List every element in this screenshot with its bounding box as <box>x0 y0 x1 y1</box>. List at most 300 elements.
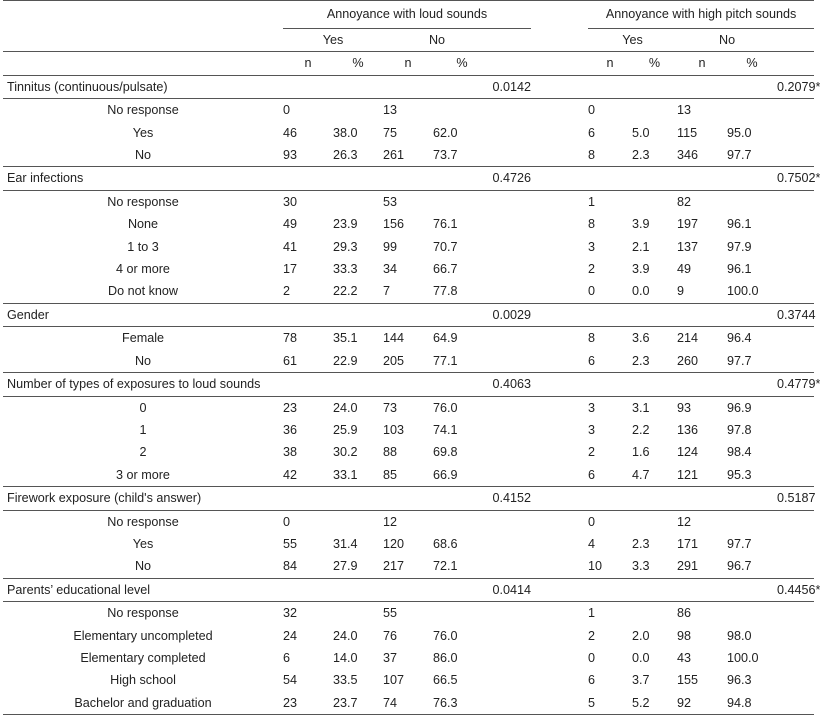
table-cell <box>283 578 491 601</box>
loud-no-n: 88 <box>383 445 398 460</box>
group-header-loud: Annoyance with loud sounds <box>283 1 531 29</box>
pct-header: % <box>632 52 677 75</box>
section-header-row <box>3 75 814 98</box>
table-row <box>3 669 814 691</box>
table-cell <box>531 533 588 555</box>
table-cell <box>491 647 531 669</box>
section-label: Tinnitus (continuous/pulsate) <box>3 75 283 98</box>
table-header <box>3 1 814 76</box>
table-cell <box>283 487 491 510</box>
table-cell <box>531 441 588 463</box>
loud-yes-pct: 33.5 <box>333 673 358 688</box>
high-no-n: 49 <box>677 262 692 277</box>
loud-no-pct: 77.1 <box>433 350 491 373</box>
row-category: Elementary completed <box>80 650 206 665</box>
high-yes-n: 0 <box>588 650 596 665</box>
high-yes-n: 4 <box>588 536 596 551</box>
table-row <box>3 280 814 303</box>
table-row <box>3 236 814 258</box>
high-no-n: 214 <box>677 331 699 346</box>
section-label: Gender <box>3 303 283 326</box>
loud-yes-pct: 29.3 <box>333 239 358 254</box>
high-yes-n: 6 <box>588 673 596 688</box>
table-cell <box>531 419 588 441</box>
row-category: Do not know <box>3 280 283 303</box>
table-row <box>3 464 814 487</box>
high-yes-n: 5 <box>588 692 632 715</box>
table-cell <box>491 280 531 303</box>
loud-no-pct: 66.7 <box>433 262 458 277</box>
loud-no-n: 120 <box>383 536 405 551</box>
high-yes-n: 2 <box>588 262 596 277</box>
high-yes-pct: 3.9 <box>632 262 650 277</box>
table-cell <box>531 350 588 373</box>
table-row <box>3 692 814 715</box>
high-no-n: 155 <box>677 673 699 688</box>
high-no-pct: 98.4 <box>727 445 752 460</box>
high-no-n: 13 <box>677 103 692 118</box>
table-row <box>3 350 814 373</box>
table-cell <box>283 75 491 98</box>
table-cell <box>777 533 814 555</box>
row-category: Elementary uncompleted <box>73 628 213 643</box>
data-table <box>3 0 820 715</box>
section-label: Number of types of exposures to loud sounds <box>3 373 283 396</box>
row-category: 4 or more <box>116 262 170 277</box>
high-yes-n: 3 <box>588 422 596 437</box>
yes-header-high: Yes <box>588 29 677 52</box>
table-cell <box>283 167 491 190</box>
high-no-pct: 97.9 <box>727 239 752 254</box>
table-cell <box>531 213 588 235</box>
high-yes-pct: 4.7 <box>632 464 677 487</box>
high-no-pct: 98.0 <box>727 628 752 643</box>
loud-yes-pct: 26.3 <box>333 144 383 167</box>
table-cell <box>531 167 777 190</box>
loud-yes-n: 17 <box>283 262 298 277</box>
loud-yes-pct: 23.9 <box>333 217 358 232</box>
high-no-pct: 96.3 <box>727 673 752 688</box>
loud-no-n: 99 <box>383 239 398 254</box>
p-value-loud: 0.4063 <box>491 373 531 396</box>
loud-yes-n: 61 <box>283 350 333 373</box>
table-row <box>3 213 814 235</box>
p-value-high: 0.3744 <box>777 303 814 326</box>
table-cell <box>531 396 588 419</box>
table-row <box>3 327 814 350</box>
high-no-pct: 96.7 <box>727 555 777 578</box>
high-no-n: 124 <box>677 445 699 460</box>
table-cell <box>531 190 588 213</box>
high-no-n: 82 <box>677 194 692 209</box>
loud-yes-pct: 24.0 <box>333 400 358 415</box>
table-cell <box>777 396 814 419</box>
loud-yes-n: 30 <box>283 194 298 209</box>
high-yes-n: 3 <box>588 400 596 415</box>
n-header: n <box>677 52 727 75</box>
loud-yes-pct: 31.4 <box>333 536 358 551</box>
table-cell <box>491 625 531 647</box>
high-no-n: 92 <box>677 692 727 715</box>
table-cell <box>491 464 531 487</box>
loud-yes-pct: 38.0 <box>333 125 358 140</box>
high-no-pct: 95.3 <box>727 464 777 487</box>
table-cell <box>531 555 588 578</box>
row-category: 2 <box>139 445 147 460</box>
loud-no-n: 74 <box>383 692 433 715</box>
table-cell <box>491 258 531 280</box>
n-header: n <box>283 52 333 75</box>
loud-yes-pct: 14.0 <box>333 650 358 665</box>
pct-header: % <box>333 52 383 75</box>
high-yes-pct: 2.3 <box>632 350 677 373</box>
loud-yes-n: 32 <box>283 606 298 621</box>
loud-yes-n: 2 <box>283 280 333 303</box>
table-cell <box>531 373 777 396</box>
loud-no-pct: 74.1 <box>433 422 458 437</box>
loud-yes-n: 93 <box>283 144 333 167</box>
loud-no-n: 144 <box>383 331 405 346</box>
table-cell <box>491 122 531 144</box>
loud-yes-pct: 24.0 <box>333 628 358 643</box>
row-category: No response <box>107 514 179 529</box>
high-yes-pct: 2.2 <box>632 422 650 437</box>
no-header-high: No <box>677 29 777 52</box>
high-no-pct: 95.0 <box>727 125 752 140</box>
high-yes-n: 0 <box>588 280 632 303</box>
table-cell <box>531 303 777 326</box>
loud-no-n: 75 <box>383 125 398 140</box>
table-cell <box>531 487 777 510</box>
p-value-high: 0.2079* <box>777 75 814 98</box>
table-cell <box>531 464 588 487</box>
high-yes-pct <box>632 602 677 625</box>
loud-no-n: 12 <box>383 514 398 529</box>
loud-yes-pct: 23.7 <box>333 692 383 715</box>
table-cell <box>491 419 531 441</box>
high-yes-pct: 3.6 <box>632 331 650 346</box>
table-row <box>3 99 814 122</box>
high-no-n: 86 <box>677 606 692 621</box>
high-yes-pct: 0.0 <box>632 650 650 665</box>
loud-yes-pct <box>333 190 383 213</box>
table-cell <box>777 555 814 578</box>
table-cell <box>531 258 588 280</box>
high-yes-n: 0 <box>588 103 596 118</box>
high-yes-pct: 2.3 <box>632 536 650 551</box>
table-row <box>3 190 814 213</box>
high-yes-pct <box>632 510 677 533</box>
loud-no-n: 55 <box>383 606 398 621</box>
high-yes-pct: 3.1 <box>632 400 650 415</box>
table-cell <box>491 144 531 167</box>
high-yes-pct: 5.2 <box>632 692 677 715</box>
loud-yes-pct <box>333 99 383 122</box>
row-category: Bachelor and graduation <box>3 692 283 715</box>
loud-yes-n: 46 <box>283 125 298 140</box>
high-no-pct: 100.0 <box>727 650 759 665</box>
table-cell <box>777 692 814 715</box>
high-no-pct: 97.7 <box>727 536 752 551</box>
p-value-high: 0.4456* <box>777 578 814 601</box>
row-category: Yes <box>132 125 154 140</box>
table-cell <box>531 280 588 303</box>
table-cell <box>491 692 531 715</box>
row-category: 1 <box>139 422 147 437</box>
p-value-loud: 0.4726 <box>491 167 531 190</box>
high-yes-pct <box>632 99 677 122</box>
high-no-pct: 100.0 <box>727 280 777 303</box>
high-yes-pct: 3.9 <box>632 217 650 232</box>
high-no-n: 137 <box>677 239 699 254</box>
row-category: No response <box>107 103 179 118</box>
row-category: Yes <box>132 536 154 551</box>
table-body <box>3 75 820 714</box>
loud-no-n: 13 <box>383 103 398 118</box>
table-row <box>3 625 814 647</box>
high-no-n: 121 <box>677 464 727 487</box>
row-category: No response <box>107 606 179 621</box>
table-cell <box>531 99 588 122</box>
high-yes-n: 2 <box>588 628 596 643</box>
loud-no-n: 107 <box>383 673 405 688</box>
high-no-pct: 96.1 <box>727 262 752 277</box>
section-header-row <box>3 487 814 510</box>
table-cell <box>531 144 588 167</box>
loud-no-n: 7 <box>383 280 433 303</box>
table-cell <box>491 669 531 691</box>
loud-no-n: 205 <box>383 350 433 373</box>
loud-yes-pct: 33.3 <box>333 262 358 277</box>
section-header-row <box>3 303 814 326</box>
table-cell <box>491 396 531 419</box>
loud-no-pct <box>433 602 491 625</box>
section-header-row <box>3 373 814 396</box>
high-no-n: 43 <box>677 650 692 665</box>
table-cell <box>283 303 491 326</box>
high-yes-n: 6 <box>588 125 596 140</box>
high-yes-n: 10 <box>588 555 632 578</box>
high-no-n: 115 <box>677 125 698 140</box>
high-no-n: 291 <box>677 555 727 578</box>
high-yes-n: 8 <box>588 144 632 167</box>
p-value-loud: 0.0414 <box>491 578 531 601</box>
section-label: Firework exposure (child's answer) <box>3 487 283 510</box>
loud-no-pct <box>433 510 491 533</box>
high-yes-pct: 0.0 <box>632 280 677 303</box>
no-header-loud: No <box>383 29 491 52</box>
table-cell <box>283 373 491 396</box>
table-row <box>3 602 814 625</box>
table-cell <box>777 602 814 625</box>
row-category: No <box>3 144 283 167</box>
loud-no-pct: 77.8 <box>433 280 491 303</box>
high-yes-pct: 3.3 <box>632 555 677 578</box>
table-row <box>3 419 814 441</box>
loud-no-n: 103 <box>383 422 405 437</box>
high-no-pct: 96.9 <box>727 400 752 415</box>
high-yes-n: 1 <box>588 606 596 621</box>
loud-no-pct: 69.8 <box>433 445 458 460</box>
table-cell <box>777 258 814 280</box>
loud-yes-n: 36 <box>283 422 298 437</box>
loud-no-n: 85 <box>383 464 433 487</box>
loud-yes-pct: 30.2 <box>333 445 358 460</box>
row-category: Female <box>122 331 164 346</box>
loud-yes-n: 42 <box>283 464 333 487</box>
row-category: 3 or more <box>3 464 283 487</box>
loud-no-pct: 64.9 <box>433 331 458 346</box>
table-cell <box>491 327 531 350</box>
loud-no-pct: 62.0 <box>433 125 458 140</box>
row-category: No <box>3 555 283 578</box>
loud-yes-n: 78 <box>283 331 298 346</box>
section-header-row <box>3 167 814 190</box>
loud-no-pct <box>433 190 491 213</box>
table-cell <box>531 122 588 144</box>
high-yes-n: 8 <box>588 331 596 346</box>
high-no-n: 98 <box>677 628 692 643</box>
table-cell <box>491 99 531 122</box>
pct-header: % <box>727 52 777 75</box>
high-no-pct <box>727 602 777 625</box>
p-value-loud: 0.0142 <box>491 75 531 98</box>
high-yes-pct: 5.0 <box>632 125 650 140</box>
high-yes-n: 0 <box>588 514 596 529</box>
p-value-loud: 0.0029 <box>491 303 531 326</box>
loud-no-pct: 76.3 <box>433 692 491 715</box>
high-no-n: 136 <box>677 422 699 437</box>
loud-yes-n: 0 <box>283 103 291 118</box>
high-no-n: 12 <box>677 514 692 529</box>
loud-no-n: 217 <box>383 555 433 578</box>
table-row <box>3 441 814 463</box>
table-cell <box>531 236 588 258</box>
row-category: 0 <box>139 400 147 415</box>
table-cell <box>777 350 814 373</box>
loud-no-n: 261 <box>383 144 433 167</box>
loud-yes-pct: 33.1 <box>333 464 383 487</box>
loud-no-n: 76 <box>383 628 398 643</box>
loud-no-pct: 66.5 <box>433 673 458 688</box>
loud-yes-pct <box>333 602 383 625</box>
table-row <box>3 533 814 555</box>
table-cell <box>491 602 531 625</box>
table-row <box>3 647 814 669</box>
loud-yes-n: 23 <box>283 692 333 715</box>
table-row <box>3 396 814 419</box>
high-no-pct <box>727 510 777 533</box>
row-category: None <box>127 217 159 232</box>
table-cell <box>777 441 814 463</box>
high-no-pct <box>727 99 777 122</box>
loud-no-pct: 76.0 <box>433 628 458 643</box>
table-cell <box>777 144 814 167</box>
table-cell <box>531 75 777 98</box>
high-yes-pct: 2.3 <box>632 144 677 167</box>
high-no-pct: 96.1 <box>727 217 752 232</box>
high-yes-pct: 1.6 <box>632 445 650 460</box>
loud-no-pct <box>433 99 491 122</box>
high-yes-pct: 2.1 <box>632 239 650 254</box>
loud-yes-pct: 22.2 <box>333 280 383 303</box>
table-cell <box>531 510 588 533</box>
loud-yes-pct <box>333 510 383 533</box>
loud-yes-pct: 35.1 <box>333 331 358 346</box>
group-header-high: Annoyance with high pitch sounds <box>588 1 814 29</box>
table-cell <box>491 555 531 578</box>
high-no-pct: 97.8 <box>727 422 752 437</box>
table-cell <box>777 236 814 258</box>
loud-yes-n: 55 <box>283 536 298 551</box>
high-no-pct <box>727 190 777 213</box>
row-category: No <box>3 350 283 373</box>
table-row <box>3 144 814 167</box>
table-cell <box>777 510 814 533</box>
table-cell <box>777 669 814 691</box>
loud-no-n: 37 <box>383 650 398 665</box>
loud-yes-n: 23 <box>283 400 298 415</box>
high-yes-n: 1 <box>588 194 596 209</box>
row-category: No response <box>107 194 179 209</box>
loud-no-n: 34 <box>383 262 398 277</box>
high-no-n: 9 <box>677 280 727 303</box>
table-row <box>3 258 814 280</box>
p-value-high: 0.4779* <box>777 373 814 396</box>
table-cell <box>531 669 588 691</box>
table-cell <box>777 99 814 122</box>
high-no-n: 171 <box>677 536 699 551</box>
table-cell <box>491 190 531 213</box>
table-cell <box>777 625 814 647</box>
table-cell <box>491 213 531 235</box>
loud-no-n: 73 <box>383 400 398 415</box>
table-cell <box>531 602 588 625</box>
table-cell <box>777 280 814 303</box>
high-no-n: 260 <box>677 350 727 373</box>
loud-no-pct: 86.0 <box>433 650 458 665</box>
loud-no-pct: 66.9 <box>433 464 491 487</box>
table-cell <box>777 419 814 441</box>
high-yes-n: 6 <box>588 464 632 487</box>
table-cell <box>531 578 777 601</box>
table-cell <box>777 190 814 213</box>
p-value-loud: 0.4152 <box>491 487 531 510</box>
high-yes-n: 8 <box>588 217 596 232</box>
high-yes-pct: 3.7 <box>632 673 650 688</box>
loud-no-n: 156 <box>383 217 405 232</box>
table-cell <box>777 213 814 235</box>
table-cell <box>777 327 814 350</box>
loud-yes-pct: 25.9 <box>333 422 358 437</box>
table-cell <box>531 327 588 350</box>
loud-yes-pct: 22.9 <box>333 350 383 373</box>
section-header-row <box>3 578 814 601</box>
pct-header: % <box>433 52 491 75</box>
table-row <box>3 510 814 533</box>
high-no-pct: 97.7 <box>727 350 777 373</box>
high-yes-pct: 2.0 <box>632 628 650 643</box>
yes-header-loud: Yes <box>283 29 383 52</box>
row-category: High school <box>110 673 176 688</box>
table-cell <box>491 441 531 463</box>
table-cell <box>777 122 814 144</box>
table-cell <box>491 533 531 555</box>
n-header: n <box>588 52 632 75</box>
table-cell <box>777 647 814 669</box>
high-yes-pct <box>632 190 677 213</box>
table-cell <box>777 464 814 487</box>
